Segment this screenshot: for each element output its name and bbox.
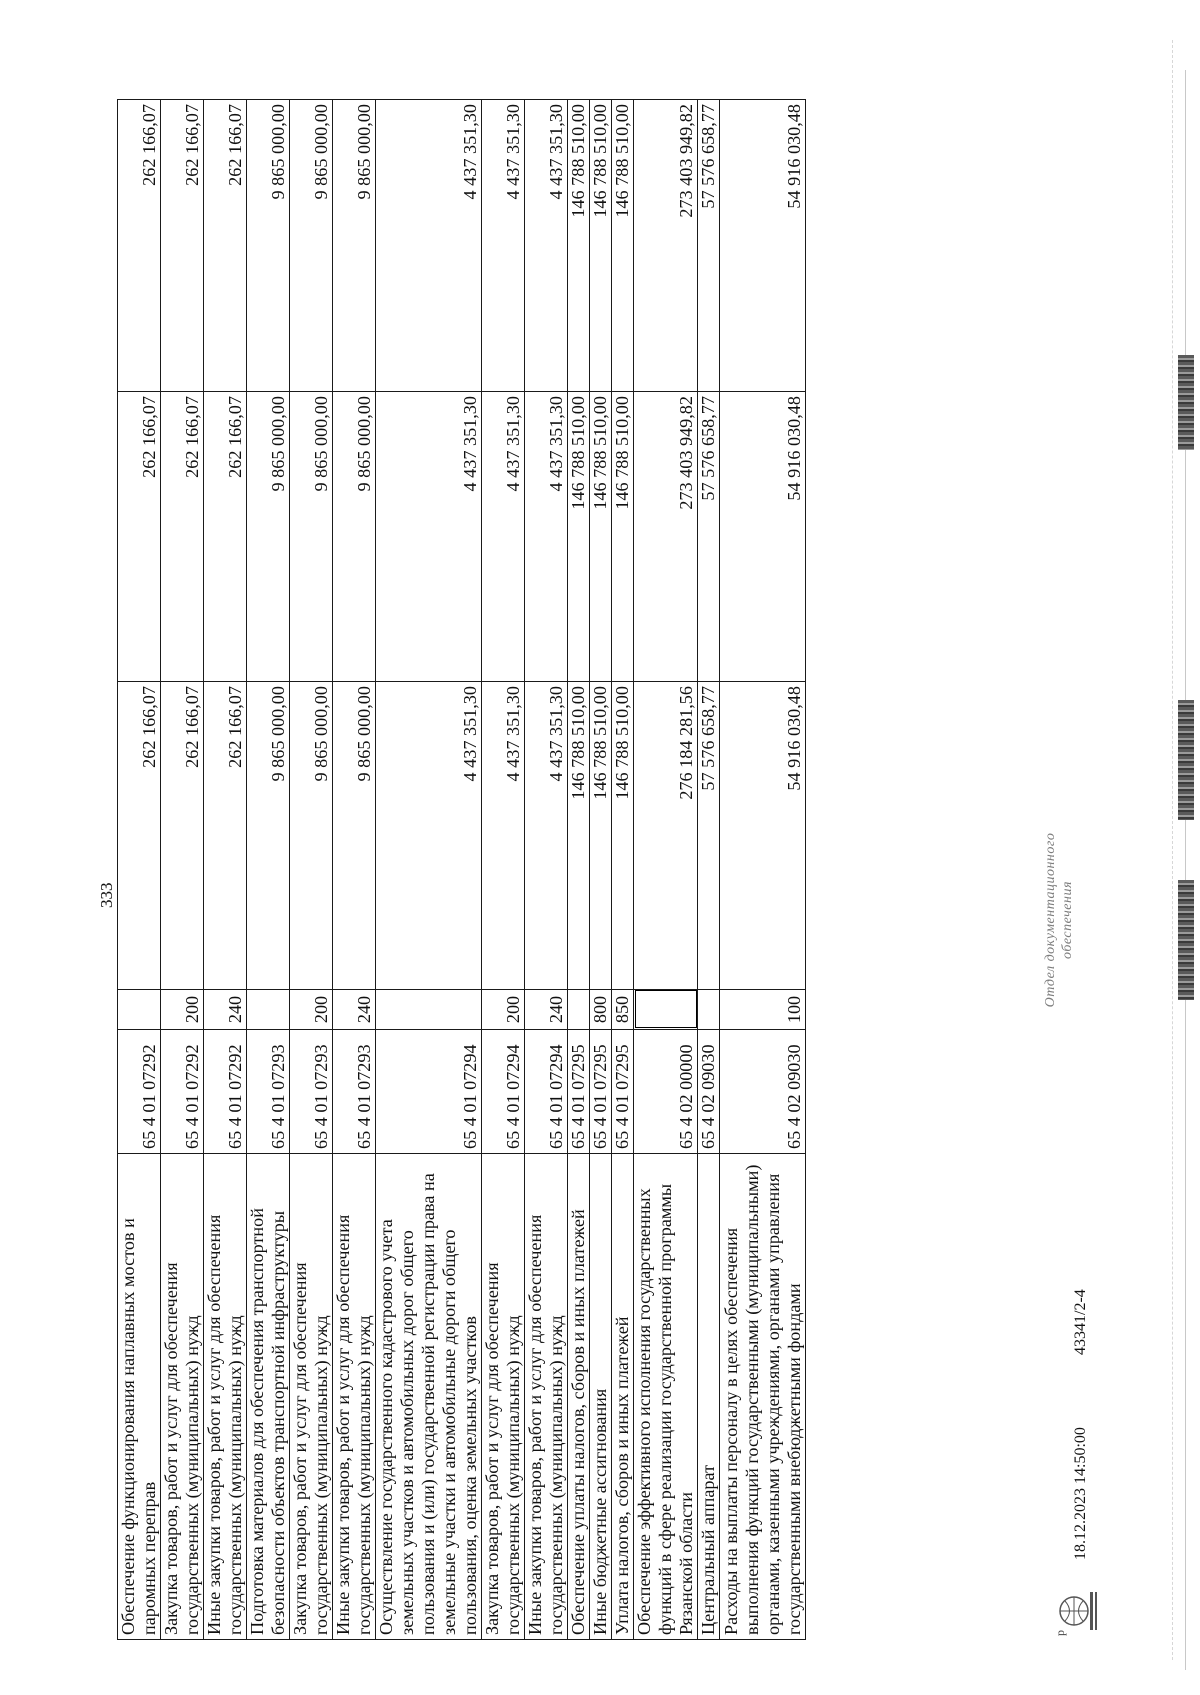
footer-doc-number: 43341/2-4 [1072,1289,1089,1355]
table-row [612,100,634,1640]
table-row [333,100,376,1640]
row-code: 65 4 01 07292 [161,1030,204,1154]
row-sum-2: 146 788 510,00 [612,392,634,682]
row-sum-3: 146 788 510,00 [568,100,590,392]
table-row [698,100,720,1640]
department-stamp [1042,800,1076,1040]
table-row [118,100,161,1640]
row-sum-2: 262 166,07 [161,392,204,682]
row-sum-1: 54 916 030,48 [720,682,806,990]
row-code: 65 4 01 07294 [525,1030,568,1154]
row-vr: 850 [612,990,634,1030]
row-code: 65 4 01 07295 [612,1030,634,1154]
row-vr [698,990,720,1030]
row-sum-3: 262 166,07 [118,100,161,392]
row-code: 65 4 01 07293 [247,1030,290,1154]
row-name: Расходы на выплаты персоналу в целях обеспечения выполнения функций государственными (муниципальными) органами, казенными учреждениями, органами управления государственными внебюджетными фондами [720,1154,806,1640]
row-sum-2: 146 788 510,00 [590,392,612,682]
row-sum-1: 9 865 000,00 [333,682,376,990]
row-sum-3: 57 576 658,77 [698,100,720,392]
row-sum-1: 4 437 351,30 [482,682,525,990]
page-number: 333 [97,882,116,908]
table-row [204,100,247,1640]
row-name: Подготовка материалов для обеспечения транспортной безопасности объектов транспортной инфраструктуры [247,1154,290,1640]
row-name: Иные закупки товаров, работ и услуг для обеспечения государственных (муниципальных) нужд [525,1154,568,1640]
row-vr [118,990,161,1030]
budget-table-body [118,100,806,1640]
row-code: 65 4 02 09030 [720,1030,806,1154]
row-code: 65 4 02 00000 [634,1030,698,1154]
table-row [634,100,698,1640]
row-sum-2: 273 403 949,82 [634,392,698,682]
row-sum-3: 9 865 000,00 [290,100,333,392]
scan-barcode-artifact [1178,355,1194,450]
row-name: Обеспечение функционирования наплавных мостов и паромных переправ [118,1154,161,1640]
row-name: Иные закупки товаров, работ и услуг для обеспечения государственных (муниципальных) нужд [204,1154,247,1640]
row-code: 65 4 02 09030 [698,1030,720,1154]
stamp-line-1: Отдел документационного [1043,832,1058,1008]
row-sum-2: 9 865 000,00 [290,392,333,682]
row-vr [568,990,590,1030]
row-sum-1: 262 166,07 [118,682,161,990]
row-name: Уплата налогов, сборов и иных платежей [612,1154,634,1640]
table-row [376,100,482,1640]
row-vr [376,990,482,1030]
scan-edge-artifact [1172,40,1183,1660]
row-sum-2: 54 916 030,48 [720,392,806,682]
scan-rule-artifact [1185,70,1186,1670]
row-sum-1: 262 166,07 [161,682,204,990]
row-code: 65 4 01 07293 [290,1030,333,1154]
row-vr [247,990,290,1030]
row-sum-2: 4 437 351,30 [482,392,525,682]
row-vr: 200 [161,990,204,1030]
row-sum-1: 9 865 000,00 [290,682,333,990]
row-sum-3: 54 916 030,48 [720,100,806,392]
scan-barcode-artifact [1178,700,1194,820]
row-vr [634,990,698,1030]
row-vr: 240 [525,990,568,1030]
row-sum-3: 4 437 351,30 [482,100,525,392]
table-row [525,100,568,1640]
row-vr: 200 [482,990,525,1030]
row-sum-2: 4 437 351,30 [376,392,482,682]
row-vr: 240 [204,990,247,1030]
table-row [161,100,204,1640]
table-row [482,100,525,1640]
rotated-page [95,100,1105,1640]
row-name: Осуществление государственного кадастрового учета земельных участков и автомобильных дорог общего пользования и (или) государственной регистрации права на земельные участки и автомобильные дороги общего пользования, оценка земельных участков [376,1154,482,1640]
row-vr: 800 [590,990,612,1030]
scanner-logo-icon [1050,1582,1100,1640]
row-vr: 200 [290,990,333,1030]
row-sum-3: 146 788 510,00 [612,100,634,392]
row-sum-1: 276 184 281,56 [634,682,698,990]
row-sum-2: 262 166,07 [204,392,247,682]
row-name: Закупка товаров, работ и услуг для обеспечения государственных (муниципальных) нужд [482,1154,525,1640]
scan-barcode-artifact [1178,880,1194,1000]
row-sum-2: 9 865 000,00 [247,392,290,682]
row-sum-1: 4 437 351,30 [376,682,482,990]
row-sum-3: 262 166,07 [161,100,204,392]
row-vr: 100 [720,990,806,1030]
logo-letter: р [1053,1630,1067,1636]
row-code: 65 4 01 07295 [590,1030,612,1154]
row-sum-1: 4 437 351,30 [525,682,568,990]
row-sum-1: 262 166,07 [204,682,247,990]
row-name: Обеспечение эффективного исполнения государственных функций в сфере реализации государственной программы Рязанской области [634,1154,698,1640]
row-sum-1: 57 576 658,77 [698,682,720,990]
row-code: 65 4 01 07294 [376,1030,482,1154]
row-sum-1: 9 865 000,00 [247,682,290,990]
row-code: 65 4 01 07294 [482,1030,525,1154]
row-name: Иные бюджетные ассигнования [590,1154,612,1640]
page-footer [1043,100,1105,1640]
row-sum-2: 4 437 351,30 [525,392,568,682]
row-name: Обеспечение уплаты налогов, сборов и иных платежей [568,1154,590,1640]
row-sum-2: 57 576 658,77 [698,392,720,682]
row-code: 65 4 01 07293 [333,1030,376,1154]
table-row [290,100,333,1640]
row-name: Закупка товаров, работ и услуг для обеспечения государственных (муниципальных) нужд [161,1154,204,1640]
footer-date: 18.12.2023 14:50:00 [1072,1427,1089,1560]
row-sum-3: 9 865 000,00 [333,100,376,392]
row-sum-2: 9 865 000,00 [333,392,376,682]
row-code: 65 4 01 07295 [568,1030,590,1154]
row-sum-3: 9 865 000,00 [247,100,290,392]
table-row [247,100,290,1640]
row-sum-3: 262 166,07 [204,100,247,392]
row-sum-3: 146 788 510,00 [590,100,612,392]
table-row [720,100,806,1640]
stamp-line-2: обеспечения [1060,881,1075,959]
row-sum-1: 146 788 510,00 [590,682,612,990]
table-row [590,100,612,1640]
row-vr: 240 [333,990,376,1030]
row-sum-3: 4 437 351,30 [525,100,568,392]
row-sum-2: 262 166,07 [118,392,161,682]
row-name: Центральный аппарат [698,1154,720,1640]
row-sum-2: 146 788 510,00 [568,392,590,682]
row-name: Закупка товаров, работ и услуг для обеспечения государственных (муниципальных) нужд [290,1154,333,1640]
row-code: 65 4 01 07292 [204,1030,247,1154]
budget-table [117,99,806,1640]
row-sum-3: 4 437 351,30 [376,100,482,392]
row-sum-1: 146 788 510,00 [568,682,590,990]
row-name: Иные закупки товаров, работ и услуг для обеспечения государственных (муниципальных) нужд [333,1154,376,1640]
row-sum-1: 146 788 510,00 [612,682,634,990]
row-code: 65 4 01 07292 [118,1030,161,1154]
row-sum-3: 273 403 949,82 [634,100,698,392]
table-row [568,100,590,1640]
